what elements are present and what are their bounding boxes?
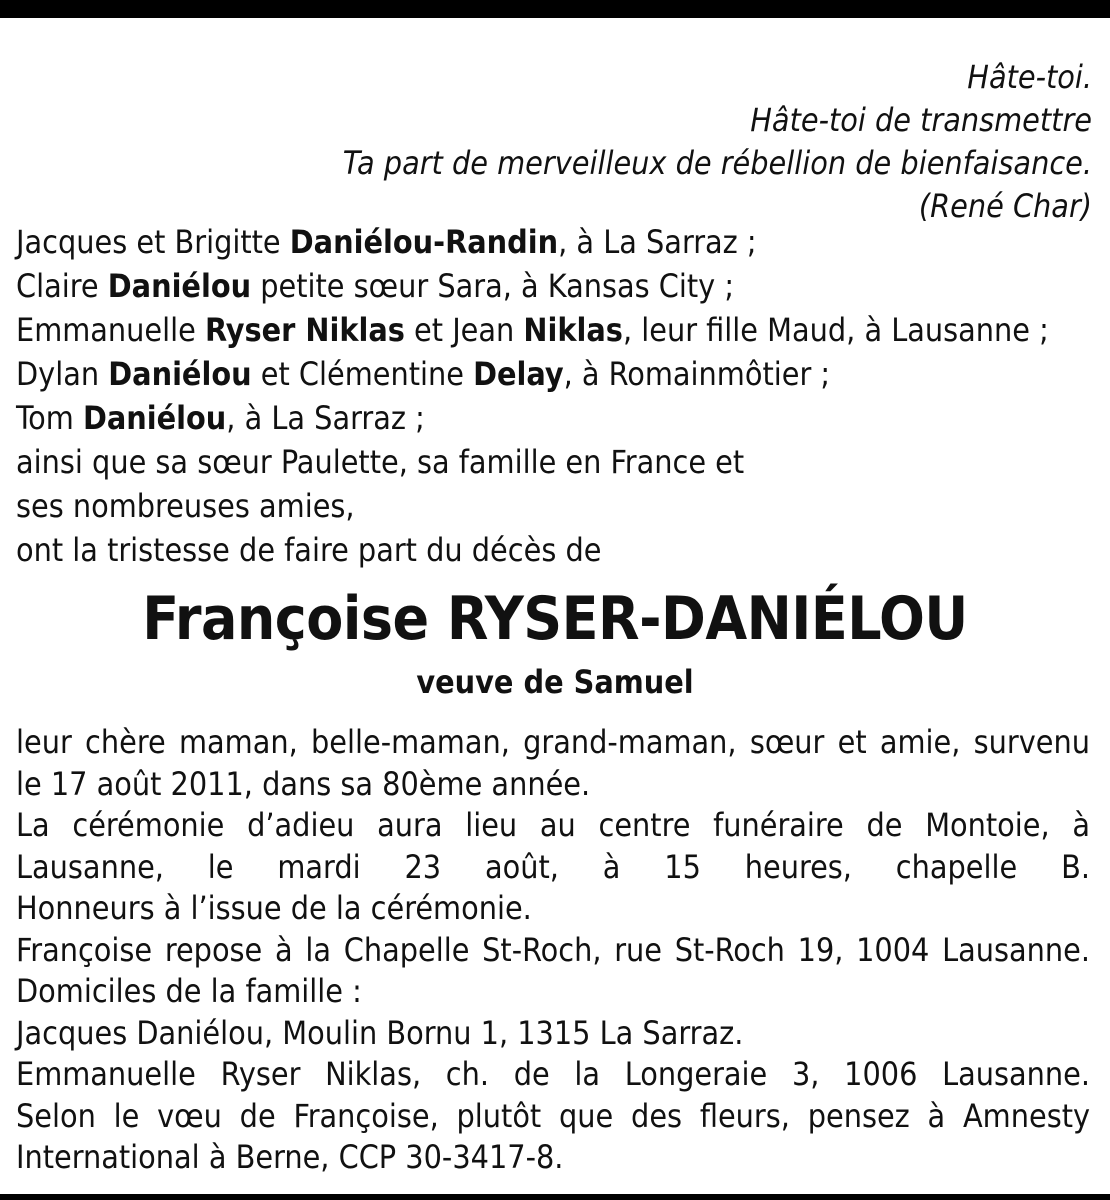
poem-author: (René Char) [918, 187, 1092, 225]
family-line: ont la tristesse de faire part du décès de [16, 531, 602, 569]
family-text: et Jean [404, 311, 524, 349]
family-surname: Daniélou-Randin [289, 223, 559, 261]
body-paragraph: Françoise repose à la Chapelle St-Roch, rue St-Roch 19, 1004 Lausanne. [16, 930, 1090, 969]
body-paragraph: Domiciles de la famille : [16, 972, 362, 1010]
body-paragraph: Jacques Daniélou, Moulin Bornu 1, 1315 La Sarraz. [16, 1013, 744, 1052]
family-text: Jacques et Brigitte [16, 223, 290, 261]
body-paragraph: Emmanuelle Ryser Niklas, ch. de la Longeraie 3, 1006 Lausanne. [16, 1055, 1090, 1093]
family-text: , à La Sarraz ; [226, 399, 425, 437]
poem-line: Hâte-toi de transmettre [750, 101, 1092, 139]
family-line [16, 396, 1096, 440]
family-line [16, 308, 1096, 352]
body-paragraph: La cérémonie d’adieu aura lieu au centre funéraire de Montoie, à Lausanne, le mardi 23 août, à 15 heures, chapelle B. [16, 806, 1090, 886]
family-line: ses nombreuses amies, [16, 487, 355, 525]
bottom-rule [0, 1194, 1110, 1200]
poem-line: Hâte-toi. [967, 58, 1092, 96]
family-surname: Daniélou [108, 355, 252, 393]
widow-of: veuve de Samuel [416, 663, 694, 701]
family-text: , leur fille Maud, à Lausanne ; [622, 311, 1049, 349]
family-text: Dylan [16, 355, 109, 393]
family-text: Claire [16, 267, 108, 305]
family-surname: Daniélou [82, 399, 227, 437]
family-surname: Niklas [523, 311, 623, 349]
body-paragraph: Honneurs à l’issue de la cérémonie. [16, 889, 532, 927]
deceased-name: Françoise RYSER-DANIÉLOU [142, 584, 968, 654]
family-text: , à La Sarraz ; [558, 223, 757, 261]
family-text: petite sœur Sara, à Kansas City ; [251, 267, 735, 305]
family-surname: Daniélou [107, 267, 252, 305]
family-list [16, 220, 1096, 572]
announcement-body [16, 722, 1090, 1179]
family-line [16, 220, 1096, 264]
body-paragraph: Selon le vœu de Françoise, plutôt que des fleurs, pensez à Amnesty International à Berne, CCP 30-3417-8. [16, 1096, 1090, 1176]
family-line [16, 352, 1096, 396]
family-surname: Delay [473, 355, 564, 393]
family-text: Emmanuelle [16, 311, 205, 349]
family-text: Tom [16, 399, 83, 437]
family-surname: Ryser Niklas [205, 311, 405, 349]
top-rule [0, 0, 1110, 18]
poem-line: Ta part de merveilleux de rébellion de bienfaisance. [342, 144, 1092, 182]
family-text: , à Romainmôtier ; [563, 355, 831, 393]
family-line [16, 264, 1096, 308]
family-text: et Clémentine [251, 355, 474, 393]
family-line: ainsi que sa sœur Paulette, sa famille en France et [16, 443, 745, 481]
body-paragraph: leur chère maman, belle-maman, grand-maman, sœur et amie, survenu le 17 août 2011, dans sa 80ème année. [16, 723, 1090, 803]
epigraph-poem [16, 56, 1092, 228]
